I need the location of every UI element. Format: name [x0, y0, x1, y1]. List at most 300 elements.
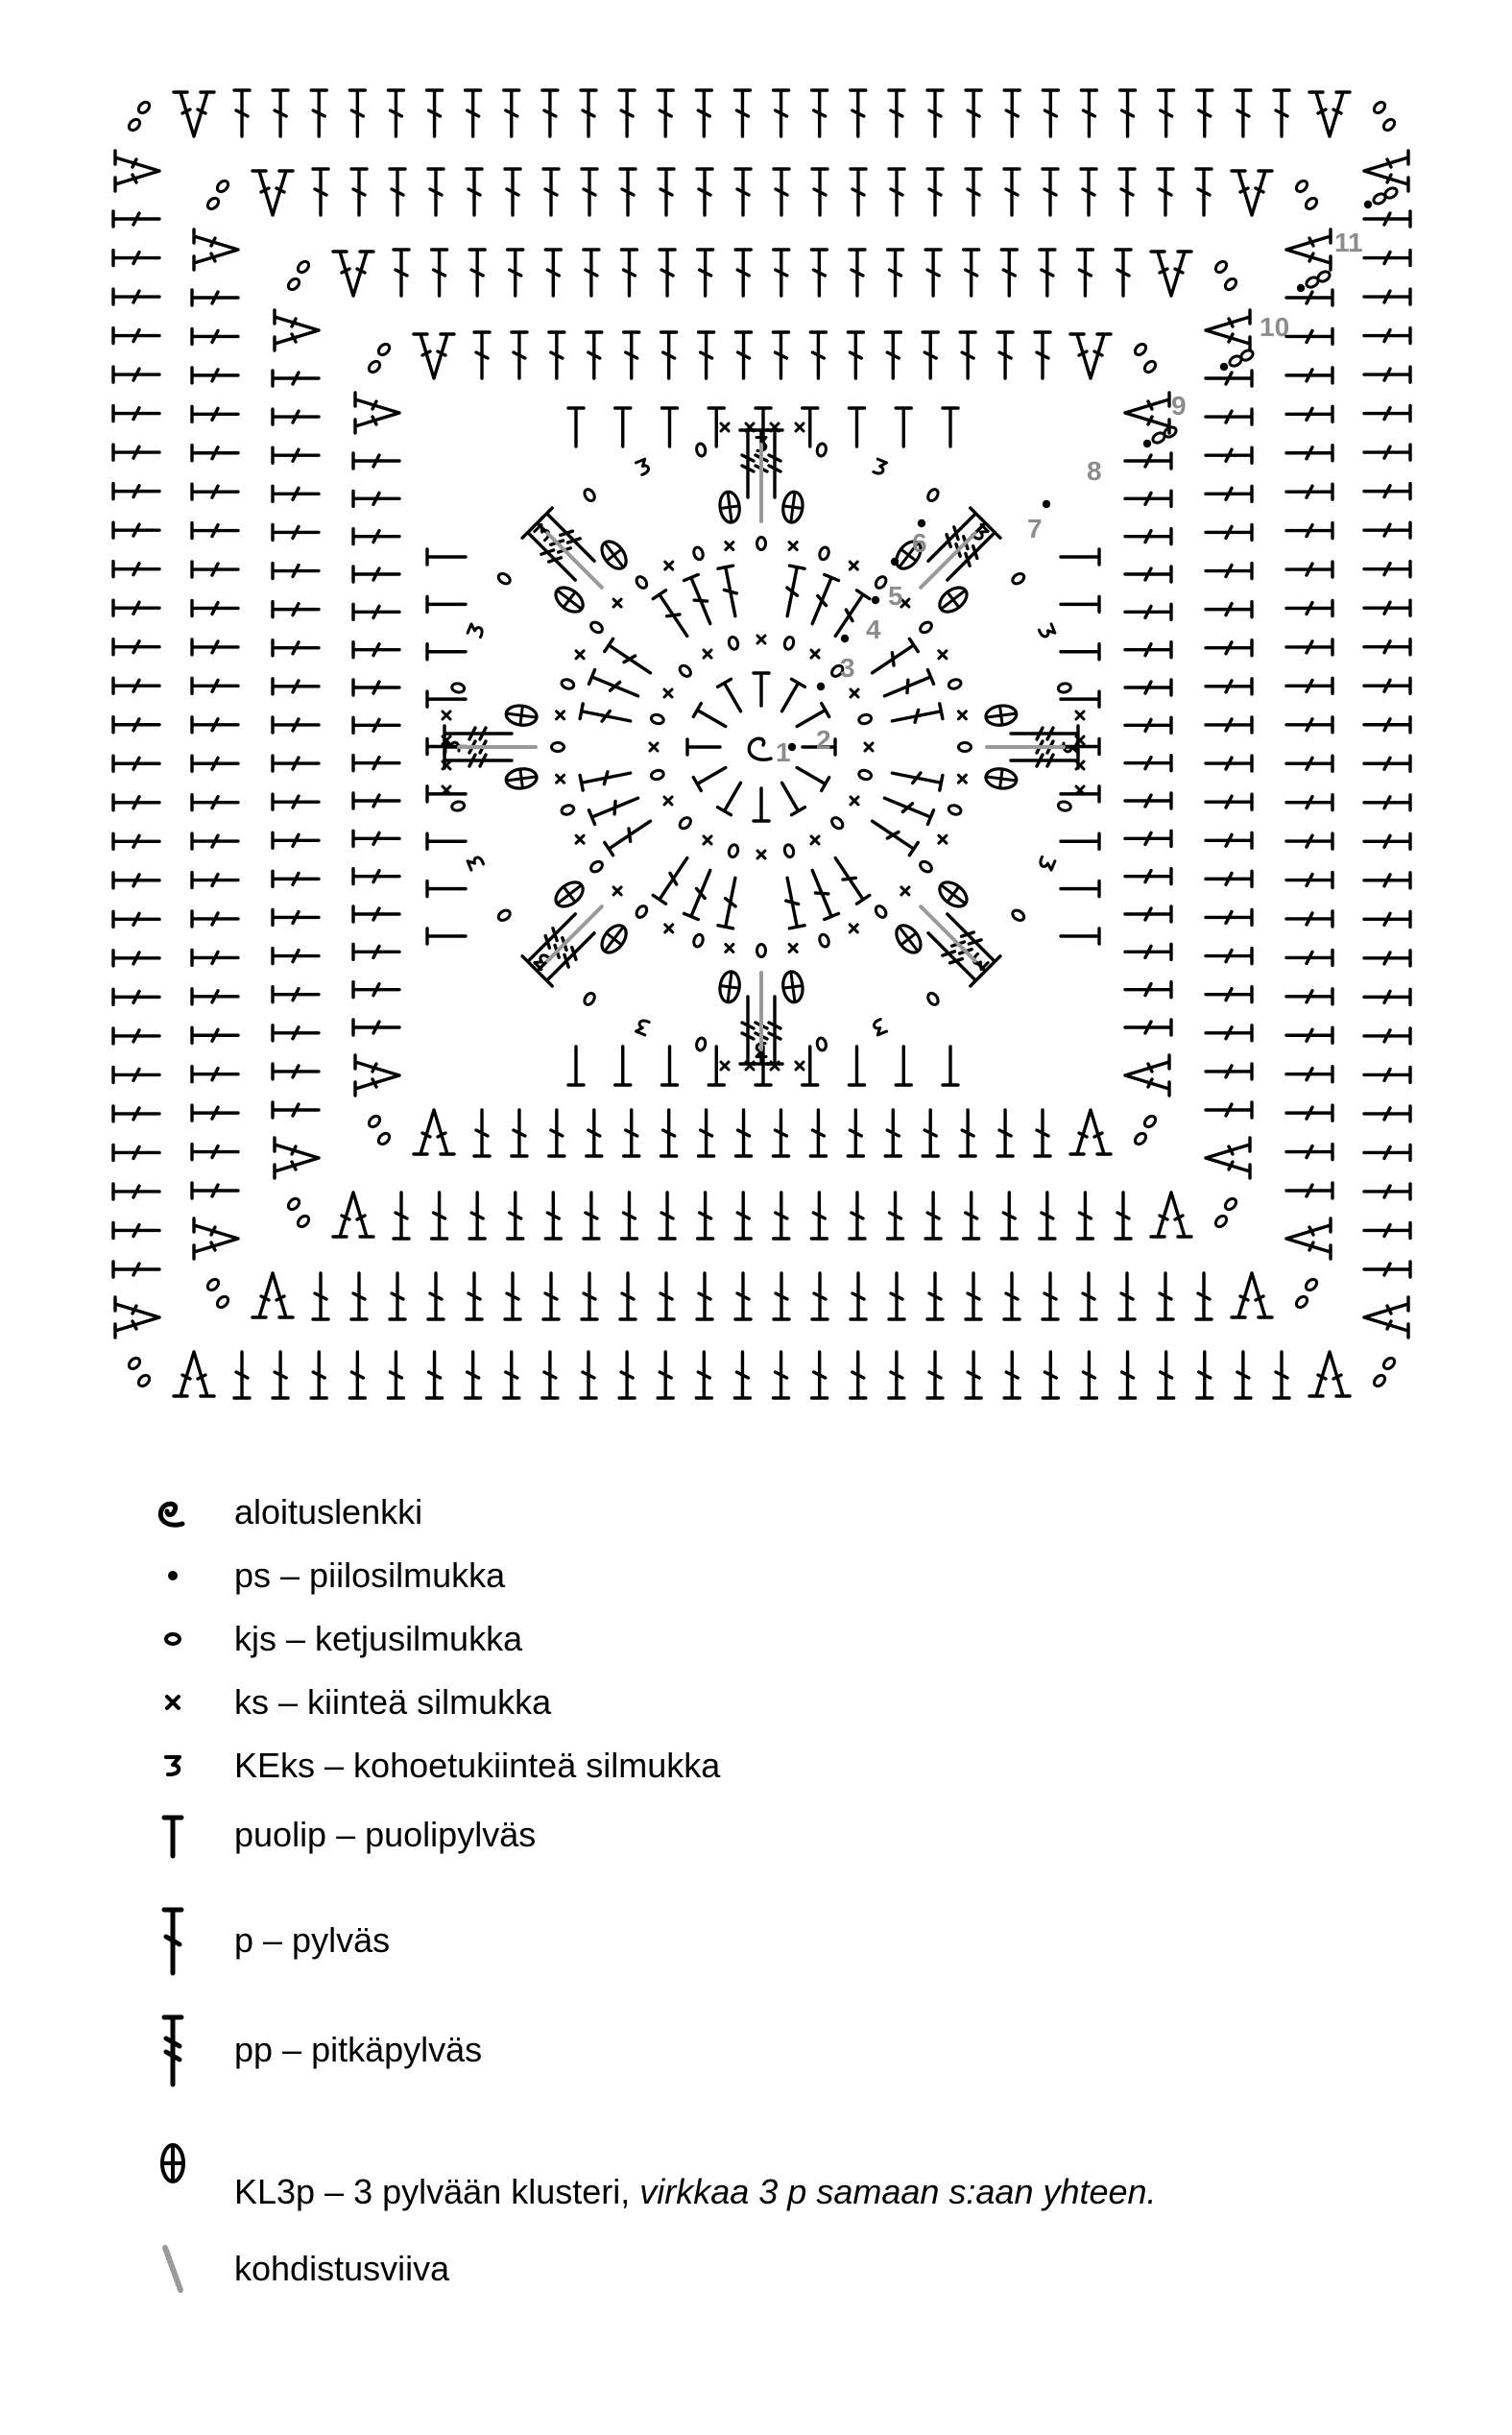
cluster-symbol [597, 537, 631, 573]
double-crochet-symbol [620, 169, 636, 215]
double-crochet-symbol [881, 791, 933, 825]
double-crochet-symbol [1206, 717, 1252, 733]
slip-stitch-symbol [891, 558, 899, 566]
double-crochet-symbol [1286, 1105, 1332, 1121]
double-crochet-symbol [508, 250, 523, 296]
double-crochet-symbol [1364, 1028, 1410, 1044]
half-double-crochet-symbol [693, 761, 729, 791]
double-crochet-symbol [113, 211, 159, 227]
double-crochet-symbol [390, 1273, 405, 1319]
double-crochet-symbol [505, 169, 520, 215]
double-crochet-symbol [1206, 949, 1252, 964]
double-crochet-symbol [582, 169, 597, 215]
double-crochet-symbol [696, 1352, 711, 1398]
corner-increase-symbol [1286, 1218, 1331, 1259]
chain-symbol [367, 359, 382, 374]
double-crochet-symbol [113, 562, 159, 577]
double-crochet-symbol [718, 566, 743, 617]
double-crochet-symbol [927, 1352, 943, 1398]
single-crochet-symbol [665, 925, 673, 932]
chain-symbol [728, 844, 739, 858]
double-crochet-symbol [273, 1064, 319, 1079]
double-crochet-symbol [1077, 250, 1092, 296]
double-crochet-symbol [1364, 367, 1410, 382]
chain-symbol [858, 769, 873, 781]
front-post-sc-symbol [873, 459, 887, 475]
half-double-crochet-symbol [943, 408, 958, 446]
double-crochet-symbol [1286, 328, 1332, 344]
half-double-crochet-symbol [427, 549, 466, 565]
double-crochet-symbol [273, 524, 319, 540]
double-crochet-symbol [351, 169, 367, 215]
double-crochet-symbol [273, 564, 319, 579]
double-crochet-symbol [388, 90, 403, 136]
double-crochet-symbol [1125, 906, 1171, 922]
double-crochet-symbol [1125, 453, 1171, 469]
treble-crochet-icon [134, 2021, 211, 2079]
double-crochet-symbol [1364, 1262, 1410, 1277]
double-crochet-symbol [353, 1020, 399, 1035]
double-crochet-symbol [1286, 290, 1332, 305]
single-crochet-symbol [557, 775, 564, 783]
chain-symbol [1011, 571, 1026, 586]
double-crochet-symbol [1286, 639, 1332, 655]
double-crochet-symbol [773, 332, 788, 378]
double-crochet-symbol [960, 332, 975, 378]
chain-symbol [552, 743, 564, 752]
double-crochet-symbol [1364, 328, 1410, 344]
corner-increase-symbol [1151, 1193, 1191, 1237]
double-crochet-symbol [192, 1183, 238, 1198]
double-crochet-symbol [313, 1273, 328, 1319]
double-crochet-symbol [1196, 169, 1212, 215]
chain-symbol [818, 546, 830, 561]
half-double-crochet-symbol [1061, 833, 1099, 849]
double-crochet-symbol [113, 1067, 159, 1082]
single-crochet-symbol [757, 851, 765, 858]
double-crochet-symbol [735, 169, 751, 215]
double-crochet-symbol [718, 877, 743, 928]
double-crochet-symbol [889, 90, 904, 136]
single-crochet-symbol [576, 651, 584, 659]
double-crochet-symbol [1364, 951, 1410, 966]
magic-ring-icon [134, 1483, 211, 1541]
double-crochet-symbol [1125, 491, 1171, 506]
corner-increase-symbol [1125, 1055, 1169, 1096]
chain-symbol [678, 663, 693, 679]
half-double-crochet-symbol [756, 1047, 771, 1085]
double-crochet-symbol [1364, 1184, 1410, 1199]
single-crochet-symbol [811, 650, 819, 658]
corner-increase-symbol [252, 171, 293, 215]
double-crochet-symbol [113, 289, 159, 304]
double-crochet-symbol [580, 704, 632, 729]
double-crochet-symbol [850, 1193, 865, 1239]
double-crochet-symbol [1043, 1273, 1058, 1319]
double-crochet-symbol [353, 831, 399, 846]
chain-symbol [926, 991, 941, 1006]
half-double-crochet-symbol [615, 408, 631, 446]
double-crochet-symbol [888, 1193, 903, 1239]
front-post-sc-symbol [1039, 624, 1055, 639]
half-double-crochet-symbol [687, 739, 720, 755]
double-crochet-symbol [848, 332, 863, 378]
double-crochet-symbol [192, 989, 238, 1004]
half-double-crochet-symbol [896, 408, 911, 446]
cluster-symbol [505, 767, 538, 790]
double-crochet-symbol [505, 1273, 520, 1319]
half-double-crochet-symbol [615, 1047, 631, 1085]
double-crochet-symbol [684, 574, 718, 626]
double-crochet-symbol [584, 1193, 599, 1239]
chain-symbol [919, 620, 934, 635]
double-crochet-symbol [428, 1273, 444, 1319]
half-double-crochet-symbol [708, 408, 724, 446]
half-double-crochet-symbol [850, 408, 865, 446]
double-crochet-symbol [735, 250, 751, 296]
double-crochet-symbol [113, 756, 159, 771]
single-crochet-symbol [958, 711, 966, 719]
chain-symbol [1011, 908, 1026, 923]
double-crochet-symbol [1035, 332, 1050, 378]
double-crochet-symbol [1125, 831, 1171, 846]
double-crochet-symbol [1364, 1222, 1410, 1238]
double-crochet-symbol [394, 250, 409, 296]
chain-symbol [635, 904, 649, 920]
front-post-sc-symbol [468, 624, 484, 639]
double-crochet-symbol [780, 877, 804, 928]
chain-symbol [728, 636, 739, 650]
double-crochet-symbol [1274, 90, 1289, 136]
single-crochet-symbol [613, 887, 621, 895]
double-crochet-symbol [469, 250, 485, 296]
double-crochet-symbol [696, 90, 711, 136]
double-crochet-symbol [1081, 1273, 1096, 1319]
double-crochet-symbol [273, 90, 288, 136]
double-crochet-symbol [1286, 1183, 1332, 1198]
chain-symbol [650, 713, 664, 725]
double-crochet-symbol [1004, 1352, 1020, 1398]
double-crochet-symbol [113, 251, 159, 266]
double-crochet-symbol [113, 522, 159, 538]
chain-symbol [1372, 100, 1387, 115]
half-double-crochet-symbol [568, 408, 584, 446]
double-crochet-symbol [1206, 602, 1252, 617]
chain-symbol [205, 1277, 221, 1292]
double-crochet-symbol [881, 670, 933, 704]
double-crochet-symbol [273, 371, 319, 386]
double-crochet-symbol [1286, 484, 1332, 499]
chain-symbol [127, 117, 142, 133]
half-double-crochet-symbol [1061, 644, 1099, 660]
cluster-symbol [781, 971, 804, 1003]
corner-increase-symbol [1206, 310, 1250, 350]
double-crochet-symbol [997, 332, 1013, 378]
double-crochet-symbol [1043, 169, 1058, 215]
double-crochet-symbol [1364, 211, 1410, 227]
half-double-crochet-symbol [708, 1047, 724, 1085]
double-crochet-symbol [394, 1193, 409, 1239]
half-double-crochet-symbol [1061, 881, 1099, 897]
half-double-crochet-symbol [793, 761, 828, 791]
double-crochet-symbol [427, 90, 443, 136]
double-crochet-symbol [1158, 169, 1173, 215]
double-crochet-symbol [504, 1352, 519, 1398]
double-crochet-symbol [469, 1193, 485, 1239]
treble-crochet-symbol [767, 430, 782, 497]
double-crochet-symbol [698, 250, 713, 296]
chain-symbol [296, 1214, 311, 1229]
double-crochet-symbol [192, 484, 238, 499]
double-crochet-symbol [1364, 639, 1410, 655]
double-crochet-symbol [1206, 1102, 1252, 1118]
double-crochet-symbol [619, 90, 635, 136]
double-crochet-symbol [192, 833, 238, 849]
double-crochet-symbol [1274, 1352, 1289, 1398]
chain-symbol [296, 259, 311, 275]
double-crochet-symbol [1206, 832, 1252, 848]
chain-symbol [1381, 117, 1397, 133]
slip-stitch-symbol [1043, 500, 1050, 508]
double-crochet-symbol [581, 90, 596, 136]
chain-symbol [1213, 1214, 1229, 1229]
double-crochet-symbol [353, 453, 399, 469]
double-crochet-symbol [774, 1193, 789, 1239]
double-crochet-symbol [428, 169, 444, 215]
double-crochet-symbol [780, 566, 804, 617]
double-crochet-symbol [653, 591, 693, 640]
double-crochet-symbol [661, 332, 677, 378]
double-crochet-symbol [192, 446, 238, 461]
chain-symbol [874, 575, 888, 591]
slip-stitch-symbol [1143, 440, 1151, 447]
legend-label: kjs – ketjusilmukka [234, 1619, 523, 1658]
cluster-symbol [505, 704, 538, 727]
single-crochet-symbol [811, 836, 819, 844]
double-crochet-symbol [1364, 911, 1410, 927]
chain-symbol [136, 100, 152, 115]
double-crochet-symbol [812, 1273, 828, 1319]
double-crochet-symbol [113, 989, 159, 1004]
double-crochet-symbol [1120, 1352, 1136, 1398]
slip-stitch-symbol [1220, 363, 1228, 371]
double-crochet-symbol [659, 169, 674, 215]
half-double-crochet-symbol [1061, 549, 1099, 565]
single-crochet-icon [134, 1674, 211, 1731]
chain-symbol [496, 571, 512, 586]
chain-symbol [1381, 1356, 1397, 1371]
double-crochet-symbol [1125, 869, 1171, 884]
treble-crochet-symbol [444, 753, 512, 768]
double-crochet-symbol [1206, 794, 1252, 809]
double-crochet-symbol [1043, 1352, 1058, 1398]
double-crochet-symbol [851, 90, 866, 136]
double-crochet-symbol [273, 794, 319, 809]
cluster-symbol [551, 583, 588, 616]
chain-symbol [1058, 801, 1072, 811]
chain-symbol [695, 1037, 706, 1051]
double-crochet-symbol [966, 169, 981, 215]
half-double-crochet-symbol [427, 644, 466, 660]
single-crochet-symbol [576, 835, 584, 843]
double-crochet-symbol [192, 562, 238, 577]
half-double-crochet-symbol [754, 673, 769, 706]
half-double-crochet-symbol [662, 408, 678, 446]
double-crochet-symbol [848, 1110, 863, 1156]
double-crochet-symbol [699, 1110, 714, 1156]
half-double-crochet-symbol [427, 833, 466, 849]
double-crochet-symbol [113, 1145, 159, 1160]
double-crochet-symbol [1364, 873, 1410, 888]
double-crochet-symbol [113, 951, 159, 966]
double-crochet-symbol [588, 670, 640, 704]
double-crochet-symbol [273, 949, 319, 964]
double-crochet-symbol [113, 717, 159, 733]
double-crochet-symbol [1286, 678, 1332, 693]
double-crochet-symbol [353, 567, 399, 582]
double-crochet-symbol [192, 1067, 238, 1082]
double-crochet-symbol [697, 1273, 712, 1319]
double-crochet-symbol [353, 982, 399, 998]
guide-line-icon [134, 2240, 211, 2298]
corner-increase-symbol [1309, 92, 1350, 136]
round-number-label: 2 [816, 725, 831, 755]
chain-symbol [1316, 270, 1332, 283]
double-crochet-symbol [851, 1352, 866, 1398]
double-crochet-symbol [1286, 1145, 1332, 1160]
double-crochet-symbol [192, 368, 238, 383]
double-crochet-symbol [1001, 250, 1017, 296]
chain-symbol [919, 859, 934, 874]
double-crochet-symbol [1206, 1025, 1252, 1041]
single-crochet-symbol [757, 636, 765, 643]
double-crochet-symbol [545, 1193, 561, 1239]
double-crochet-symbol [467, 169, 482, 215]
chain-symbol [1294, 179, 1309, 194]
corner-increase-symbol [355, 393, 399, 433]
double-crochet-symbol [605, 639, 655, 679]
chain-symbol [1133, 342, 1148, 357]
double-crochet-symbol [192, 406, 238, 422]
double-crochet-symbol [587, 332, 602, 378]
double-crochet-symbol [113, 1028, 159, 1044]
double-crochet-symbol [1206, 564, 1252, 579]
chain-symbol [127, 1356, 142, 1371]
double-crochet-symbol [699, 332, 714, 378]
single-crochet-symbol [939, 651, 947, 659]
chain-symbol [589, 859, 605, 874]
half-double-crochet-icon [134, 1806, 211, 1864]
corner-increase-symbol [414, 1110, 454, 1154]
chain-symbol [1223, 277, 1238, 292]
double-crochet-symbol [353, 680, 399, 695]
half-double-crochet-symbol [803, 1047, 818, 1085]
double-crochet-symbol [621, 250, 636, 296]
double-crochet-symbol [885, 332, 900, 378]
chain-symbol [1239, 349, 1255, 362]
double-crochet-symbol [1364, 522, 1410, 538]
double-crochet-symbol [923, 1110, 938, 1156]
double-crochet-symbol [1236, 90, 1251, 136]
double-crochet-symbol [192, 1105, 238, 1121]
double-crochet-symbol [349, 1352, 365, 1398]
double-crochet-symbol [113, 406, 159, 422]
chain-symbol [1304, 196, 1319, 211]
single-crochet-symbol [796, 423, 804, 431]
double-crochet-symbol [273, 409, 319, 424]
double-crochet-symbol [1364, 484, 1410, 499]
single-crochet-symbol [613, 599, 621, 607]
double-crochet-symbol [774, 90, 789, 136]
half-double-crochet-symbol [1061, 928, 1099, 944]
legend-label: ks – kiinteä silmukka [234, 1682, 552, 1722]
half-double-crochet-symbol [693, 704, 729, 734]
double-crochet-symbol [113, 484, 159, 499]
double-crochet-symbol [736, 1110, 752, 1156]
double-crochet-symbol [313, 169, 328, 215]
half-double-crochet-symbol [427, 928, 466, 944]
double-crochet-symbol [1286, 446, 1332, 461]
double-crochet-symbol [353, 756, 399, 771]
double-crochet-symbol [774, 1352, 789, 1398]
double-crochet-symbol [1364, 717, 1410, 733]
double-crochet-symbol [1206, 640, 1252, 656]
chain-symbol [1383, 186, 1399, 200]
double-crochet-symbol [113, 911, 159, 927]
double-crochet-symbol [1081, 90, 1096, 136]
double-crochet-symbol [192, 290, 238, 305]
front-post-single-crochet-icon [134, 1737, 211, 1795]
double-crochet-symbol [659, 1273, 674, 1319]
round-number-label: 7 [1027, 514, 1043, 543]
corner-increase-symbol [174, 1352, 214, 1396]
double-crochet-symbol [273, 640, 319, 656]
single-crochet-symbol [704, 836, 711, 844]
single-crochet-symbol [939, 835, 947, 843]
single-crochet-symbol [958, 775, 966, 783]
double-crochet-symbol [113, 678, 159, 693]
double-crochet-symbol [234, 90, 250, 136]
double-crochet-symbol [273, 909, 319, 925]
double-crochet-symbol [466, 1352, 481, 1398]
double-crochet-symbol [1364, 833, 1410, 849]
corner-increase-symbol [355, 1055, 399, 1096]
chain-symbol [783, 636, 795, 650]
double-crochet-symbol [353, 529, 399, 544]
double-crochet-symbol [353, 717, 399, 733]
double-crochet-symbol [1119, 169, 1135, 215]
double-crochet-symbol [1286, 989, 1332, 1004]
double-crochet-symbol [927, 1273, 943, 1319]
double-crochet-symbol [311, 1352, 326, 1398]
double-crochet-symbol [1206, 679, 1252, 694]
chain-symbol [1142, 1114, 1158, 1129]
double-crochet-symbol [660, 250, 675, 296]
double-crochet-symbol [353, 944, 399, 959]
double-crochet-symbol [432, 1193, 447, 1239]
chain-symbol [583, 991, 597, 1006]
double-crochet-symbol [619, 1352, 635, 1398]
double-crochet-symbol [1004, 169, 1020, 215]
double-crochet-symbol [658, 90, 673, 136]
single-crochet-symbol [789, 944, 797, 952]
double-crochet-symbol [1196, 1273, 1212, 1319]
cluster-symbol [551, 878, 588, 911]
round-number-label: 3 [840, 653, 855, 683]
double-crochet-symbol [512, 1110, 527, 1156]
double-crochet-symbol [1125, 982, 1171, 998]
cluster-symbol [781, 491, 804, 523]
